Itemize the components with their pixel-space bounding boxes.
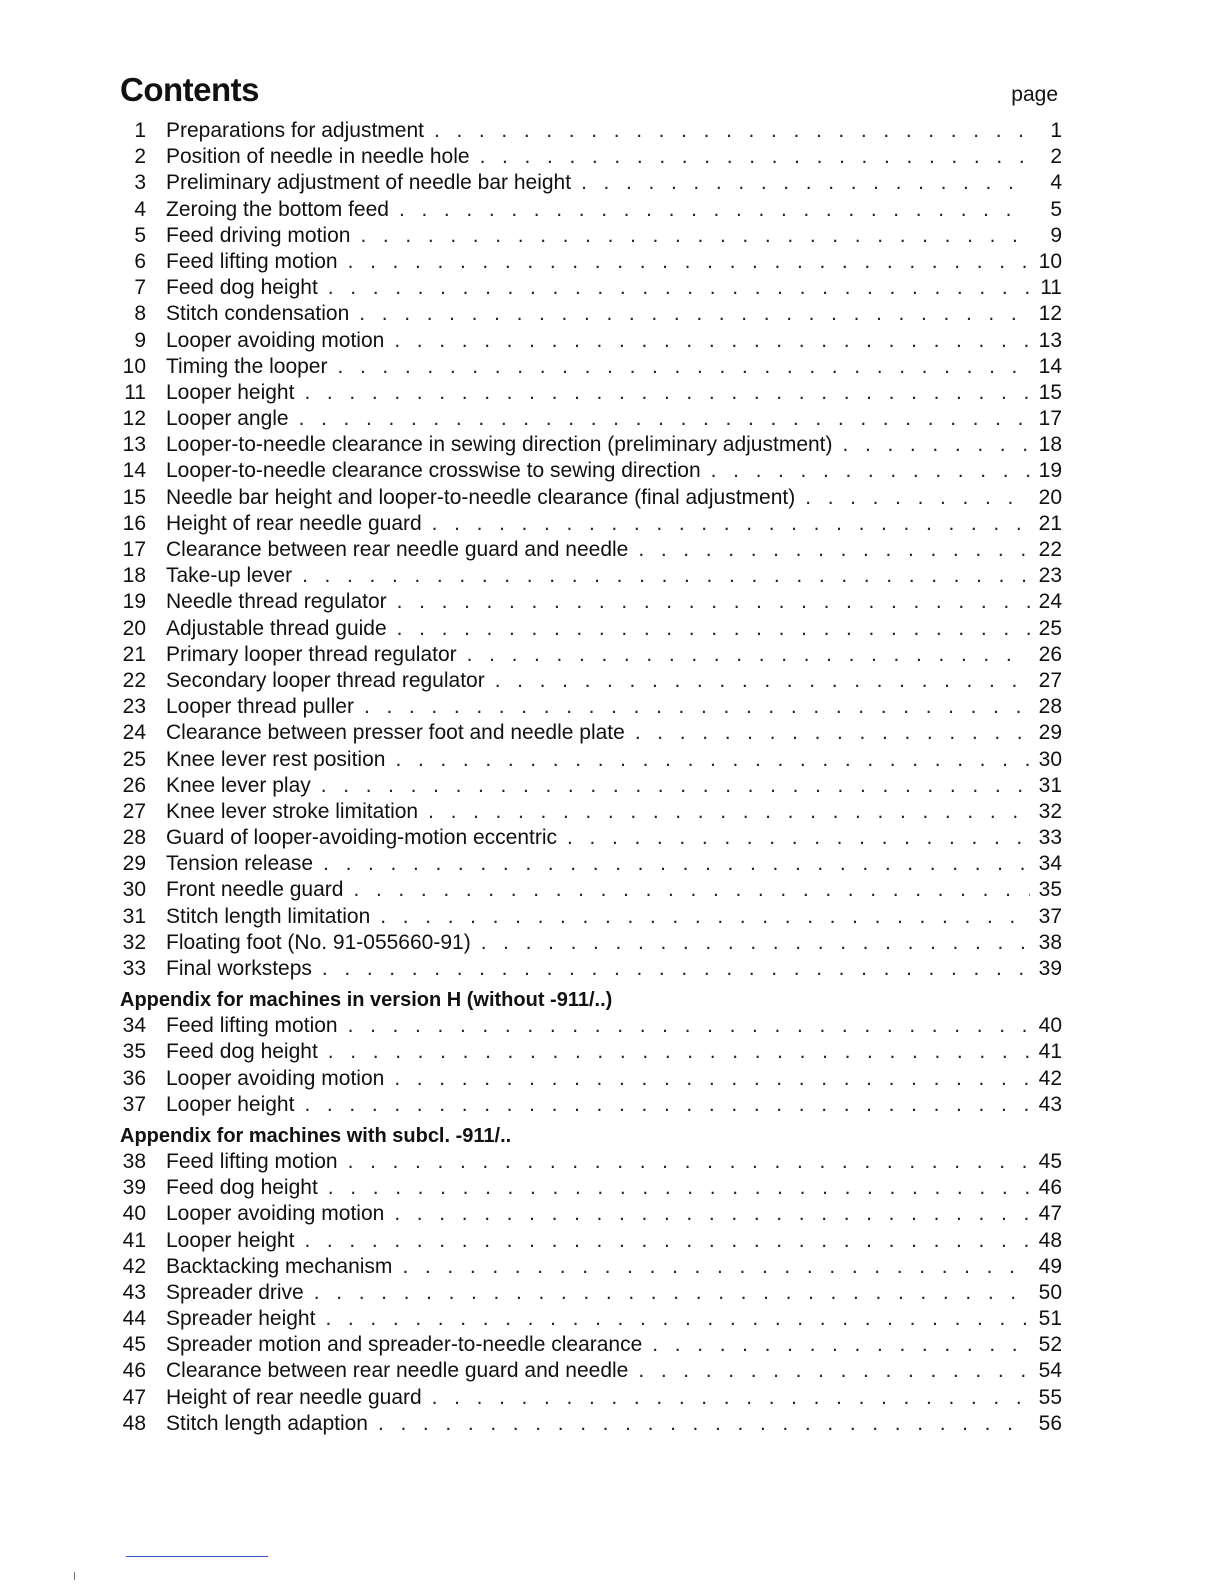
- toc-dot-leader: [321, 773, 1030, 799]
- toc-entry-title: Looper-to-needle clearance in sewing direction (preliminary adjustment): [166, 433, 833, 457]
- toc-entry-page: 10: [1038, 249, 1062, 273]
- toc-dot-leader: [480, 144, 1030, 170]
- toc-dot-leader: [495, 668, 1030, 694]
- toc-entry-page: 34: [1038, 852, 1062, 876]
- toc-dot-leader: [337, 354, 1030, 380]
- toc-entry-title: Guard of looper-avoiding-motion eccentric: [166, 826, 558, 850]
- toc-entry: [116, 1385, 1062, 1411]
- toc-entry-page: 31: [1038, 773, 1062, 797]
- toc-entry: [116, 825, 1062, 851]
- toc-entry-page: 45: [1038, 1149, 1062, 1173]
- toc-entry-number: 24: [122, 721, 146, 745]
- toc-entry-page: 25: [1038, 616, 1062, 640]
- footer-rule: [126, 1556, 268, 1557]
- toc-entry-page: 41: [1038, 1040, 1062, 1064]
- toc-dot-leader: [399, 197, 1030, 223]
- toc-dot-leader: [348, 1149, 1030, 1175]
- toc-dot-leader: [805, 485, 1030, 511]
- toc-entry: [116, 930, 1062, 956]
- toc-entry-title: Knee lever stroke limitation: [166, 799, 419, 823]
- toc-entry-number: 22: [122, 668, 146, 692]
- toc-entry-title: Looper avoiding motion: [166, 1202, 385, 1226]
- toc-entry-title: Position of needle in needle hole: [166, 145, 470, 169]
- toc-entry: [116, 118, 1062, 144]
- toc-entry-page: 56: [1038, 1411, 1062, 1435]
- toc-entry-number: 35: [122, 1040, 146, 1064]
- toc-dot-leader: [302, 563, 1030, 589]
- toc-dot-leader: [323, 851, 1030, 877]
- toc-entry-title: Looper avoiding motion: [166, 1066, 385, 1090]
- toc-entry: [116, 275, 1062, 301]
- toc-dot-leader: [360, 223, 1030, 249]
- toc-dot-leader: [652, 1332, 1030, 1358]
- toc-entry-page: 17: [1038, 407, 1062, 431]
- toc-entry-number: 23: [122, 695, 146, 719]
- toc-entry-title: Looper height: [166, 380, 295, 404]
- toc-entry-title: Feed dog height: [166, 1176, 318, 1200]
- toc-entry-title: Zeroing the bottom feed: [166, 197, 389, 221]
- toc-entry: [116, 1332, 1062, 1358]
- toc-entry-page: 38: [1038, 930, 1062, 954]
- toc-entry: [116, 328, 1062, 354]
- toc-entry-page: 13: [1038, 328, 1062, 352]
- toc-entry-title: Spreader motion and spreader-to-needle clearance: [166, 1333, 643, 1357]
- toc-entry-title: Feed lifting motion: [166, 249, 338, 273]
- toc-entry-page: 24: [1038, 590, 1062, 614]
- page-title: Contents: [120, 71, 259, 108]
- toc-dot-leader: [314, 1280, 1030, 1306]
- toc-entry-title: Spreader drive: [166, 1280, 304, 1304]
- toc-entry-number: 5: [134, 223, 146, 247]
- toc-entry-number: 28: [122, 826, 146, 850]
- toc-entry-number: 48: [122, 1411, 146, 1435]
- toc-entry: [116, 563, 1062, 589]
- toc-entry-page: 32: [1038, 799, 1062, 823]
- page-column-label: page: [1011, 83, 1058, 106]
- toc-dot-leader: [394, 328, 1030, 354]
- toc-entry: [116, 511, 1062, 537]
- toc-entry-title: Looper height: [166, 1092, 295, 1116]
- title-row: [120, 68, 1060, 116]
- toc-dot-leader: [397, 589, 1030, 615]
- toc-entry: [116, 380, 1062, 406]
- toc-entry-title: Looper angle: [166, 407, 289, 431]
- toc-entry: [116, 1039, 1062, 1065]
- toc-entry-page: 21: [1038, 511, 1062, 535]
- toc-entry: [116, 1306, 1062, 1332]
- toc-entry-title: Feed dog height: [166, 276, 318, 300]
- toc-entry: [116, 694, 1062, 720]
- toc-entry-title: Preliminary adjustment of needle bar height: [166, 171, 572, 195]
- toc-entry-title: Spreader height: [166, 1307, 316, 1331]
- toc-entry-number: 13: [122, 433, 146, 457]
- toc-dot-leader: [328, 1039, 1030, 1065]
- toc-entry-number: 25: [122, 747, 146, 771]
- table-of-contents: [116, 118, 1062, 1437]
- toc-dot-leader: [328, 1175, 1030, 1201]
- toc-entry-number: 6: [134, 249, 146, 273]
- toc-dot-leader: [364, 694, 1030, 720]
- toc-entry-page: 5: [1050, 197, 1062, 221]
- main-entries: [116, 118, 1062, 982]
- toc-dot-leader: [348, 249, 1030, 275]
- toc-entry-title: Knee lever play: [166, 773, 311, 797]
- toc-entry-title: Secondary looper thread regulator: [166, 668, 485, 692]
- toc-entry-number: 20: [122, 616, 146, 640]
- toc-entry-page: 43: [1038, 1092, 1062, 1116]
- toc-entry-title: Feed driving motion: [166, 223, 351, 247]
- toc-dot-leader: [638, 537, 1030, 563]
- toc-entry: [116, 249, 1062, 275]
- toc-entry: [116, 1228, 1062, 1254]
- toc-entry-title: Height of rear needle guard: [166, 1385, 422, 1409]
- toc-entry-number: 30: [122, 878, 146, 902]
- toc-entry-title: Backtacking mechanism: [166, 1254, 393, 1278]
- toc-entry-title: Knee lever rest position: [166, 747, 386, 771]
- toc-entry-title: Clearance between rear needle guard and needle: [166, 538, 629, 561]
- toc-entry-page: 39: [1038, 957, 1062, 980]
- toc-entry-number: 34: [122, 1014, 146, 1038]
- toc-entry-number: 4: [134, 197, 146, 221]
- toc-entry: [116, 223, 1062, 249]
- toc-dot-leader: [467, 642, 1030, 668]
- toc-entry-page: 20: [1038, 485, 1062, 509]
- toc-entry-page: 30: [1038, 747, 1062, 771]
- toc-entry-number: 10: [122, 354, 146, 378]
- toc-entry-number: 31: [122, 904, 146, 928]
- toc-entry-page: 4: [1050, 171, 1062, 195]
- toc-entry: [116, 406, 1062, 432]
- toc-dot-leader: [394, 1066, 1030, 1092]
- toc-dot-leader: [428, 799, 1030, 825]
- toc-entry: [116, 197, 1062, 223]
- toc-entry: [116, 170, 1062, 196]
- toc-entry: [116, 668, 1062, 694]
- toc-dot-leader: [299, 406, 1030, 432]
- toc-entry-page: 54: [1038, 1359, 1062, 1383]
- toc-entry-page: 46: [1038, 1176, 1062, 1200]
- toc-entry: [116, 616, 1062, 642]
- toc-entry-number: 8: [134, 302, 146, 326]
- toc-entry: [116, 642, 1062, 668]
- toc-entry-page: 49: [1038, 1254, 1062, 1278]
- toc-entry-page: 47: [1038, 1202, 1062, 1226]
- toc-entry: [116, 1013, 1062, 1039]
- toc-entry-number: 9: [134, 328, 146, 352]
- appendix-911-heading: Appendix for machines with subcl. -911/..: [120, 1124, 512, 1147]
- toc-dot-leader: [328, 275, 1030, 301]
- toc-entry-number: 36: [122, 1066, 146, 1090]
- toc-entry-title: Looper height: [166, 1228, 295, 1252]
- toc-dot-leader: [581, 170, 1030, 196]
- toc-entry: [116, 1201, 1062, 1227]
- toc-entry-page: 27: [1038, 668, 1062, 692]
- scan-edge-mark: [74, 1572, 75, 1580]
- toc-entry: [116, 458, 1062, 484]
- toc-entry-title: Needle bar height and looper-to-needle clearance (final adjustment): [166, 485, 796, 509]
- toc-entry: [116, 144, 1062, 170]
- toc-entry-title: Front needle guard: [166, 878, 344, 902]
- toc-entry-number: 11: [124, 380, 146, 404]
- toc-dot-leader: [304, 380, 1030, 406]
- toc-entry-page: 40: [1038, 1014, 1062, 1038]
- toc-entry: [116, 720, 1062, 746]
- toc-dot-leader: [353, 877, 1030, 903]
- toc-entry-number: 42: [122, 1254, 146, 1278]
- appendix-h-heading: Appendix for machines in version H (without -911/..): [120, 989, 613, 1012]
- toc-entry-page: 52: [1038, 1333, 1062, 1357]
- toc-entry-page: 50: [1038, 1280, 1062, 1304]
- toc-entry-title: Looper thread puller: [166, 695, 354, 719]
- toc-entry-title: Looper-to-needle clearance crosswise to sewing direction: [166, 459, 701, 483]
- toc-entry: [116, 851, 1062, 877]
- toc-entry-title: Stitch length limitation: [166, 904, 371, 928]
- toc-dot-leader: [394, 1201, 1030, 1227]
- toc-entry-number: 32: [122, 930, 146, 954]
- toc-entry-number: 1: [134, 119, 146, 142]
- toc-entry-title: Feed dog height: [166, 1040, 318, 1064]
- toc-dot-leader: [402, 1254, 1030, 1280]
- toc-entry-number: 27: [122, 799, 146, 823]
- toc-entry-page: 33: [1038, 826, 1062, 850]
- toc-entry-page: 23: [1038, 564, 1062, 588]
- toc-entry: [116, 1092, 1062, 1118]
- toc-dot-leader: [322, 956, 1030, 982]
- toc-entry-page: 12: [1038, 302, 1062, 326]
- toc-entry: [116, 537, 1062, 563]
- appendix-911-entries: [116, 1149, 1062, 1437]
- toc-dot-leader: [711, 458, 1030, 484]
- toc-entry-page: 2: [1050, 145, 1062, 169]
- toc-entry: [116, 1066, 1062, 1092]
- toc-entry-number: 14: [122, 459, 146, 483]
- toc-entry-number: 19: [122, 590, 146, 614]
- toc-entry-number: 21: [122, 642, 146, 666]
- toc-dot-leader: [380, 904, 1030, 930]
- toc-dot-leader: [635, 720, 1030, 746]
- toc-entry: [116, 747, 1062, 773]
- toc-entry-title: Floating foot (No. 91-055660-91): [166, 930, 471, 954]
- toc-entry-page: 37: [1038, 904, 1062, 928]
- toc-entry-page: 15: [1038, 380, 1062, 404]
- toc-entry-number: 38: [122, 1149, 146, 1173]
- toc-entry-title: Take-up lever: [166, 564, 293, 588]
- toc-dot-leader: [304, 1228, 1030, 1254]
- toc-entry: [116, 956, 1062, 982]
- toc-entry-number: 45: [122, 1333, 146, 1357]
- toc-entry-page: 14: [1038, 354, 1062, 378]
- toc-entry-number: 15: [122, 485, 146, 509]
- toc-entry-page: 26: [1038, 642, 1062, 666]
- toc-entry-number: 12: [122, 407, 146, 431]
- toc-entry-page: 35: [1038, 878, 1062, 902]
- toc-dot-leader: [378, 1411, 1030, 1437]
- toc-entry-page: 29: [1038, 721, 1062, 745]
- toc-dot-leader: [304, 1092, 1030, 1118]
- toc-dot-leader: [843, 432, 1030, 458]
- toc-entry: [116, 589, 1062, 615]
- toc-entry-number: 46: [122, 1359, 146, 1383]
- toc-entry: [116, 1175, 1062, 1201]
- toc-entry: [116, 904, 1062, 930]
- toc-entry-title: Needle thread regulator: [166, 590, 387, 614]
- toc-entry: [116, 799, 1062, 825]
- toc-entry: [116, 485, 1062, 511]
- toc-entry-page: 11: [1040, 276, 1062, 300]
- toc-entry-page: 22: [1038, 538, 1062, 561]
- toc-dot-leader: [638, 1358, 1030, 1384]
- toc-dot-leader: [395, 747, 1030, 773]
- toc-entry-title: Height of rear needle guard: [166, 511, 422, 535]
- toc-dot-leader: [325, 1306, 1030, 1332]
- toc-entry: [116, 1149, 1062, 1175]
- toc-entry-number: 16: [122, 511, 146, 535]
- toc-dot-leader: [481, 930, 1030, 956]
- toc-entry-number: 41: [122, 1228, 146, 1252]
- toc-dot-leader: [567, 825, 1030, 851]
- toc-entry-page: 19: [1038, 459, 1062, 483]
- toc-dot-leader: [432, 1385, 1030, 1411]
- toc-entry-title: Adjustable thread guide: [166, 616, 387, 640]
- toc-entry-number: 40: [122, 1202, 146, 1226]
- toc-entry-page: 48: [1038, 1228, 1062, 1252]
- toc-entry-page: 55: [1038, 1385, 1062, 1409]
- toc-entry-number: 37: [122, 1092, 146, 1116]
- toc-dot-leader: [348, 1013, 1030, 1039]
- toc-entry-number: 44: [122, 1307, 146, 1331]
- toc-entry-title: Timing the looper: [166, 354, 328, 378]
- toc-entry-title: Looper avoiding motion: [166, 328, 385, 352]
- toc-entry-page: 51: [1038, 1307, 1062, 1331]
- toc-entry-page: 1: [1050, 119, 1062, 142]
- toc-entry-number: 2: [134, 145, 146, 169]
- toc-entry: [116, 1411, 1062, 1437]
- toc-entry-title: Clearance between rear needle guard and needle: [166, 1359, 629, 1383]
- toc-dot-leader: [359, 301, 1030, 327]
- toc-entry-page: 9: [1050, 223, 1062, 247]
- toc-entry-number: 29: [122, 852, 146, 876]
- toc-dot-leader: [397, 616, 1030, 642]
- toc-entry: [116, 354, 1062, 380]
- toc-entry-number: 7: [134, 276, 146, 300]
- appendix-h-entries: [116, 1013, 1062, 1118]
- toc-entry: [116, 301, 1062, 327]
- toc-entry-title: Stitch condensation: [166, 302, 350, 326]
- toc-entry-number: 26: [122, 773, 146, 797]
- toc-dot-leader: [432, 511, 1030, 537]
- toc-entry-title: Clearance between presser foot and needle plate: [166, 721, 625, 745]
- toc-entry-page: 28: [1038, 695, 1062, 719]
- toc-entry: [116, 1254, 1062, 1280]
- toc-entry-title: Preparations for adjustment: [166, 119, 424, 142]
- toc-entry-title: Feed lifting motion: [166, 1014, 338, 1038]
- toc-entry-number: 33: [122, 957, 146, 980]
- toc-dot-leader: [434, 118, 1030, 144]
- toc-entry-number: 43: [122, 1280, 146, 1304]
- toc-entry-title: Stitch length adaption: [166, 1411, 368, 1435]
- toc-entry-number: 39: [122, 1176, 146, 1200]
- toc-entry-title: Tension release: [166, 852, 314, 876]
- toc-entry: [116, 432, 1062, 458]
- toc-entry-number: 18: [122, 564, 146, 588]
- toc-entry-page: 42: [1038, 1066, 1062, 1090]
- toc-entry: [116, 1358, 1062, 1384]
- toc-entry: [116, 877, 1062, 903]
- toc-entry-title: Final worksteps: [166, 957, 312, 980]
- toc-entry-title: Feed lifting motion: [166, 1149, 338, 1173]
- toc-entry-title: Primary looper thread regulator: [166, 642, 457, 666]
- toc-entry-number: 3: [134, 171, 146, 195]
- toc-entry: [116, 1280, 1062, 1306]
- toc-entry-page: 18: [1038, 433, 1062, 457]
- toc-entry: [116, 773, 1062, 799]
- toc-entry-number: 17: [122, 538, 146, 561]
- toc-entry-number: 47: [122, 1385, 146, 1409]
